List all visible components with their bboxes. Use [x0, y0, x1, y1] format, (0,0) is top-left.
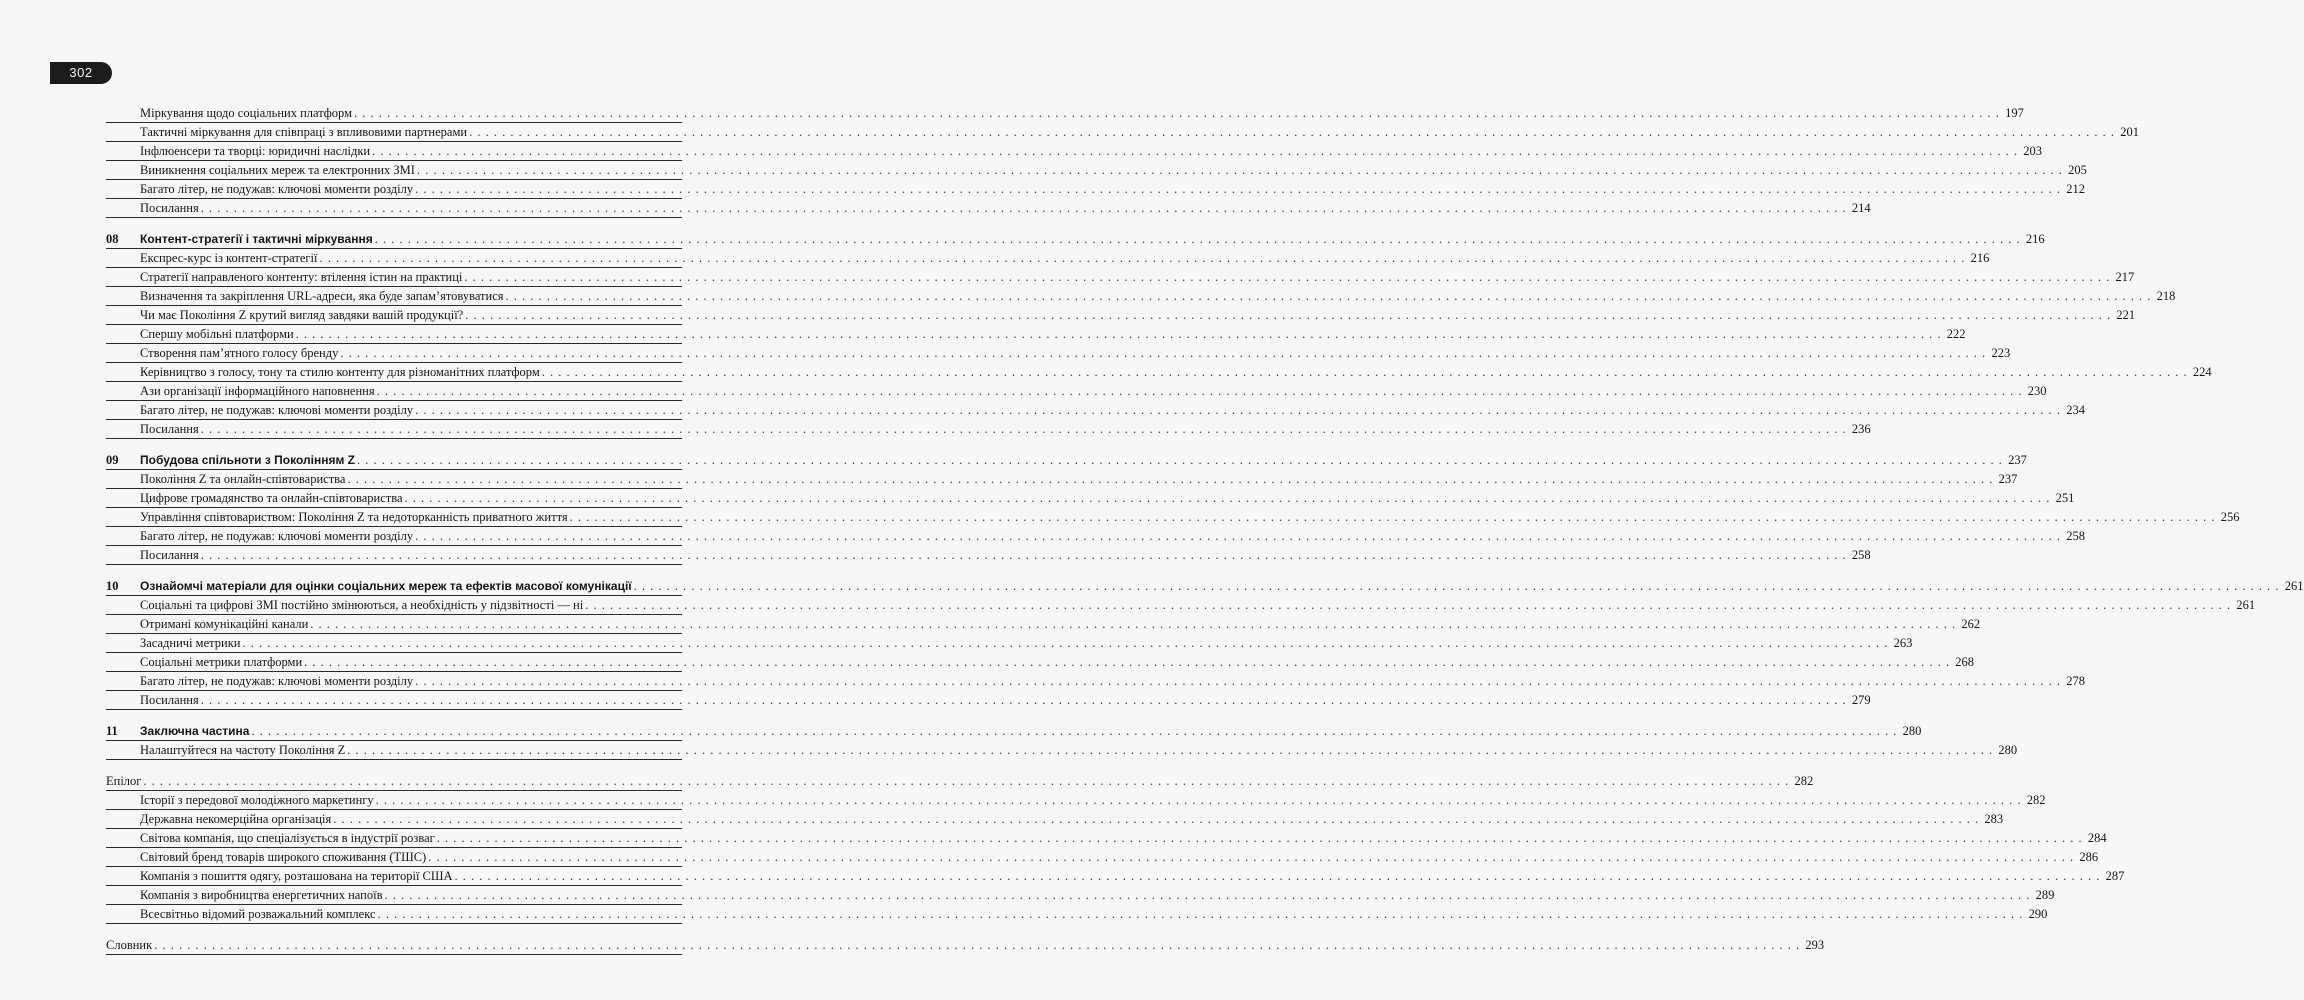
dot-leader: . . . . . . . . . . . . . . . . . . . . . . . . . . . . . . . . . . . . . . . . . . . . . . . . . . . . . . . . . . . . . . . . . . . . . . . . . . . . . . . . . . . . . . . . . . . . . . . . . . . . . . . . . . . . . . . . . . . . . . . . . . . . . . . . . . . . . . . . . . . . . . . . . . . . . . . . . . . . . . . . . . . . . . . . . . . . . . . . . . . . . . . . . . . . . . . . . . . . . . . .	[415, 403, 2062, 417]
dot-leader: . . . . . . . . . . . . . . . . . . . . . . . . . . . . . . . . . . . . . . . . . . . . . . . . . . . . . . . . . . . . . . . . . . . . . . . . . . . . . . . . . . . . . . . . . . . . . . . . . . . . . . . . . . . . . . . . . . . . . . . . . . . . . . . . . . . . . . . . . . . . . . . . . . . . . . . . . . . . . . . . . . . . . . . . . . . . . . . . . . . . . . . . . . . . . . . . . . . . . . . .	[585, 598, 2232, 612]
toc-page-number: 251	[2055, 491, 2075, 505]
toc-page-number: 261	[2236, 598, 2256, 612]
toc-page-number: 234	[2066, 403, 2086, 417]
toc-entry-row	[106, 527, 2086, 546]
dot-leader: . . . . . . . . . . . . . . . . . . . . . . . . . . . . . . . . . . . . . . . . . . . . . . . . . . . . . . . . . . . . . . . . . . . . . . . . . . . . . . . . . . . . . . . . . . . . . . . . . . . . . . . . . . . . . . . . . . . . . . . . . . . . . . . . . . . . . . . . . . . . . . . . . . . . . . . . . . . . . . . . . . . . . . . . . . . . . . . . . . . . . . . . . . . . . . . . . . . . . . . .	[428, 850, 2075, 864]
toc-page-number: 205	[2068, 163, 2087, 177]
toc-entry-title: Покоління Z та онлайн-співтовариства	[140, 472, 346, 486]
toc-entry-title: Світова компанія, що спеціалізується в індустрії розваг	[140, 831, 435, 845]
toc-entry-row	[106, 546, 1871, 565]
chapter-number: 11	[106, 724, 118, 738]
toc-entry-title: Контент-стратегії і тактичні міркування	[140, 232, 373, 246]
toc-entry-title: Багато літер, не подужав: ключові моменти розділу	[140, 403, 414, 417]
dot-leader: . . . . . . . . . . . . . . . . . . . . . . . . . . . . . . . . . . . . . . . . . . . . . . . . . . . . . . . . . . . . . . . . . . . . . . . . . . . . . . . . . . . . . . . . . . . . . . . . . . . . . . . . . . . . . . . . . . . . . . . . . . . . . . . . . . . . . . . . . . . . . . . . . . . . . . . . . . . . . . . . . . . . . . . . . . . . . . . . . . . . . . . . . . . . . . . . . . . . . . . .	[200, 201, 1847, 215]
toc-page-number: 261	[2284, 579, 2304, 593]
toc-entry-row	[106, 470, 2018, 489]
table-of-contents	[106, 104, 2304, 955]
toc-entry-title: Експрес-курс із контент-стратегії	[140, 251, 318, 265]
toc-entry-title: Налаштуйтеся на частоту Покоління Z	[140, 743, 346, 757]
toc-entry-row	[106, 653, 1975, 672]
toc-page-number: 197	[2005, 106, 2024, 120]
dot-leader: . . . . . . . . . . . . . . . . . . . . . . . . . . . . . . . . . . . . . . . . . . . . . . . . . . . . . . . . . . . . . . . . . . . . . . . . . . . . . . . . . . . . . . . . . . . . . . . . . . . . . . . . . . . . . . . . . . . . . . . . . . . . . . . . . . . . . . . . . . . . . . . . . . . . . . . . . . . . . . . . . . . . . . . . . . . . . . . . . . . . . . . . . . . . . . . . . . . . . . . .	[304, 655, 1951, 669]
dot-leader: . . . . . . . . . . . . . . . . . . . . . . . . . . . . . . . . . . . . . . . . . . . . . . . . . . . . . . . . . . . . . . . . . . . . . . . . . . . . . . . . . . . . . . . . . . . . . . . . . . . . . . . . . . . . . . . . . . . . . . . . . . . . . . . . . . . . . . . . . . . . . . . . . . . . . . . . . . . . . . . . . . . . . . . . . . . . . . . . . . . . . . . . . . . . . . . . . . . . . . . .	[569, 510, 2216, 524]
chapter-number: 08	[106, 232, 119, 246]
dot-leader: . . . . . . . . . . . . . . . . . . . . . . . . . . . . . . . . . . . . . . . . . . . . . . . . . . . . . . . . . . . . . . . . . . . . . . . . . . . . . . . . . . . . . . . . . . . . . . . . . . . . . . . . . . . . . . . . . . . . . . . . . . . . . . . . . . . . . . . . . . . . . . . . . . . . . . . . . . . . . . . . . . . . . . . . . . . . . . . . . . . . . . . . . . . . . . . . . . . . . . . .	[340, 346, 1987, 360]
dot-leader: . . . . . . . . . . . . . . . . . . . . . . . . . . . . . . . . . . . . . . . . . . . . . . . . . . . . . . . . . . . . . . . . . . . . . . . . . . . . . . . . . . . . . . . . . . . . . . . . . . . . . . . . . . . . . . . . . . . . . . . . . . . . . . . . . . . . . . . . . . . . . . . . . . . . . . . . . . . . . . . . . . . . . . . . . . . . . . . . . . . . . . . . . . . . . . . . . . . . . . . .	[377, 907, 2024, 921]
dot-leader: . . . . . . . . . . . . . . . . . . . . . . . . . . . . . . . . . . . . . . . . . . . . . . . . . . . . . . . . . . . . . . . . . . . . . . . . . . . . . . . . . . . . . . . . . . . . . . . . . . . . . . . . . . . . . . . . . . . . . . . . . . . . . . . . . . . . . . . . . . . . . . . . . . . . . . . . . . . . . . . . . . . . . . . . . . . . . . . . . . . . . . . . . . . . . . . . . . . . . . . .	[376, 384, 2023, 398]
toc-entry-row	[106, 905, 2048, 924]
toc-entry-title: Словник	[106, 938, 153, 952]
toc-section-row	[106, 772, 1814, 791]
toc-page-number: 286	[2079, 850, 2099, 864]
dot-leader: . . . . . . . . . . . . . . . . . . . . . . . . . . . . . . . . . . . . . . . . . . . . . . . . . . . . . . . . . . . . . . . . . . . . . . . . . . . . . . . . . . . . . . . . . . . . . . . . . . . . . . . . . . . . . . . . . . . . . . . . . . . . . . . . . . . . . . . . . . . . . . . . . . . . . . . . . . . . . . . . . . . . . . . . . . . . . . . . . . . . . . . . . . . . . . . . . . . . . . . .	[454, 869, 2101, 883]
dot-leader: . . . . . . . . . . . . . . . . . . . . . . . . . . . . . . . . . . . . . . . . . . . . . . . . . . . . . . . . . . . . . . . . . . . . . . . . . . . . . . . . . . . . . . . . . . . . . . . . . . . . . . . . . . . . . . . . . . . . . . . . . . . . . . . . . . . . . . . . . . . . . . . . . . . . . . . . . . . . . . . . . . . . . . . . . . . . . . . . . . . . . . . . . . . . . . . . . . . . . . . .	[242, 636, 1889, 650]
toc-page-number: 236	[1851, 422, 1871, 436]
dot-leader: . . . . . . . . . . . . . . . . . . . . . . . . . . . . . . . . . . . . . . . . . . . . . . . . . . . . . . . . . . . . . . . . . . . . . . . . . . . . . . . . . . . . . . . . . . . . . . . . . . . . . . . . . . . . . . . . . . . . . . . . . . . . . . . . . . . . . . . . . . . . . . . . . . . . . . . . . . . . . . . . . . . . . . . . . . . . . . . . . . . . . . . . . . . . . . . . . . . . . . . .	[465, 308, 2112, 322]
toc-entry-title: Засадничі метрики	[140, 636, 241, 650]
toc-entry-title: Ознайомчі матеріали для оцінки соціальних мереж та ефектів масової комунікації	[140, 579, 632, 593]
dot-leader: . . . . . . . . . . . . . . . . . . . . . . . . . . . . . . . . . . . . . . . . . . . . . . . . . . . . . . . . . . . . . . . . . . . . . . . . . . . . . . . . . . . . . . . . . . . . . . . . . . . . . . . . . . . . . . . . . . . . . . . . . . . . . . . . . . . . . . . . . . . . . . . . . . . . . . . . . . . . . . . . . . . . . . . . . . . . . . . . . . . . . . . . . . . . . . . . . . . . . . . .	[200, 422, 1847, 436]
dot-leader: . . . . . . . . . . . . . . . . . . . . . . . . . . . . . . . . . . . . . . . . . . . . . . . . . . . . . . . . . . . . . . . . . . . . . . . . . . . . . . . . . . . . . . . . . . . . . . . . . . . . . . . . . . . . . . . . . . . . . . . . . . . . . . . . . . . . . . . . . . . . . . . . . . . . . . . . . . . . . . . . . . . . . . . . . . . . . . . . . . . . . . . . . . . . . . . . . . . . . . . .	[295, 327, 1942, 341]
toc-entry-title: Багато літер, не подужав: ключові моменти розділу	[140, 182, 414, 196]
toc-entry-row	[106, 401, 2086, 420]
toc-entry-title: Багато літер, не подужав: ключові моменти розділу	[140, 529, 414, 543]
toc-entry-title: Стратегії направленого контенту: втілення істин на практиці	[140, 270, 463, 284]
toc-page-number: 216	[1970, 251, 1990, 265]
toc-page-number: 282	[1794, 774, 1814, 788]
toc-entry-title: Управління співтовариством: Покоління Z та недоторканність приватного життя	[140, 510, 568, 524]
page-number-badge: 302	[50, 62, 112, 84]
toc-page-number: 212	[2066, 182, 2086, 196]
toc-page-number: 280	[1902, 724, 1922, 738]
toc-entry-row	[106, 848, 2099, 867]
toc-entry-title: Спершу мобільні платформи	[140, 327, 294, 341]
dot-leader: . . . . . . . . . . . . . . . . . . . . . . . . . . . . . . . . . . . . . . . . . . . . . . . . . . . . . . . . . . . . . . . . . . . . . . . . . . . . . . . . . . . . . . . . . . . . . . . . . . . . . . . . . . . . . . . . . . . . . . . . . . . . . . . . . . . . . . . . . . . . . . . . . . . . . . . . . . . . . . . . . . . . . . . . . . . . . . . . . . . . . . . . . . . . . . . . . . . . . . . .	[354, 106, 2000, 120]
toc-entry-row	[106, 306, 2136, 325]
toc-entry-row	[106, 886, 2055, 905]
toc-entry-row	[106, 596, 2256, 615]
toc-page-number: 237	[1998, 472, 2018, 486]
toc-page-number: 293	[1805, 938, 1825, 952]
chapter-number: 10	[106, 579, 119, 593]
toc-entry-row	[106, 249, 1990, 268]
dot-leader: . . . . . . . . . . . . . . . . . . . . . . . . . . . . . . . . . . . . . . . . . . . . . . . . . . . . . . . . . . . . . . . . . . . . . . . . . . . . . . . . . . . . . . . . . . . . . . . . . . . . . . . . . . . . . . . . . . . . . . . . . . . . . . . . . . . . . . . . . . . . . . . . . . . . . . . . . . . . . . . . . . . . . . . . . . . . . . . . . . . . . . . . . . . . . . . . . . . . . . . .	[541, 365, 2188, 379]
toc-entry-title: Побудова спільноти з Поколінням Z	[140, 453, 356, 467]
toc-page-number: 221	[2116, 308, 2136, 322]
toc-page-number: 268	[1955, 655, 1975, 669]
toc-page-number: 223	[1991, 346, 2011, 360]
toc-section-row	[106, 936, 1825, 955]
dot-leader: . . . . . . . . . . . . . . . . . . . . . . . . . . . . . . . . . . . . . . . . . . . . . . . . . . . . . . . . . . . . . . . . . . . . . . . . . . . . . . . . . . . . . . . . . . . . . . . . . . . . . . . . . . . . . . . . . . . . . . . . . . . . . . . . . . . . . . . . . . . . . . . . . . . . . . . . . . . . . . . . . . . . . . . . . . . . . . . . . . . . . . . . . . . . . . . . . . . . . . . .	[251, 724, 1898, 738]
toc-page-number: 203	[2023, 144, 2042, 158]
dot-leader: . . . . . . . . . . . . . . . . . . . . . . . . . . . . . . . . . . . . . . . . . . . . . . . . . . . . . . . . . . . . . . . . . . . . . . . . . . . . . . . . . . . . . . . . . . . . . . . . . . . . . . . . . . . . . . . . . . . . . . . . . . . . . . . . . . . . . . . . . . . . . . . . . . . . . . . . . . . . . . . . . . . . . . . . . . . . . . . . . . . . . . . . . . . . . . . . . . . . . . . .	[347, 472, 1994, 486]
toc-entry-row	[106, 634, 1913, 653]
toc-page-number: 282	[2026, 793, 2046, 807]
dot-leader: . . . . . . . . . . . . . . . . . . . . . . . . . . . . . . . . . . . . . . . . . . . . . . . . . . . . . . . . . . . . . . . . . . . . . . . . . . . . . . . . . . . . . . . . . . . . . . . . . . . . . . . . . . . . . . . . . . . . . . . . . . . . . . . . . . . . . . . . . . . . . . . . . . . . . . . . . . . . . . . . . . . . . . . . . . . . . . . . . . . . . . . . . . . . . . . . . . . . . . . .	[416, 163, 2063, 177]
toc-page-number: 217	[2115, 270, 2135, 284]
dot-leader: . . . . . . . . . . . . . . . . . . . . . . . . . . . . . . . . . . . . . . . . . . . . . . . . . . . . . . . . . . . . . . . . . . . . . . . . . . . . . . . . . . . . . . . . . . . . . . . . . . . . . . . . . . . . . . . . . . . . . . . . . . . . . . . . . . . . . . . . . . . . . . . . . . . . . . . . . . . . . . . . . . . . . . . . . . . . . . . . . . . . . . . . . . . . . . . . . . . . . . . .	[154, 938, 1801, 952]
toc-entry-row	[106, 123, 2139, 142]
toc-entry-title: Виникнення соціальних мереж та електронних ЗМІ	[140, 163, 415, 177]
toc-entry-title: Керівництво з голосу, тону та стилю контенту для різноманітних платформ	[140, 365, 540, 379]
toc-entry-title: Епілог	[106, 774, 142, 788]
toc-entry-row	[106, 867, 2125, 886]
toc-entry-row	[106, 268, 2135, 287]
toc-page-number: 262	[1961, 617, 1981, 631]
dot-leader: . . . . . . . . . . . . . . . . . . . . . . . . . . . . . . . . . . . . . . . . . . . . . . . . . . . . . . . . . . . . . . . . . . . . . . . . . . . . . . . . . . . . . . . . . . . . . . . . . . . . . . . . . . . . . . . . . . . . . . . . . . . . . . . . . . . . . . . . . . . . . . . . . . . . . . . . . . . . . . . . . . . . . . . . . . . . . . . . . . . . . . . . . . . . . . . . . . . . . . . .	[384, 888, 2031, 902]
toc-entry-row	[106, 672, 2086, 691]
toc-entry-row	[106, 161, 2087, 180]
toc-page-number: 278	[2066, 674, 2086, 688]
toc-page-number: 284	[2087, 831, 2107, 845]
toc-entry-title: Соціальні та цифрові ЗМІ постійно змінюються, а необхідність у підзвітності — ні	[140, 598, 584, 612]
dot-leader: . . . . . . . . . . . . . . . . . . . . . . . . . . . . . . . . . . . . . . . . . . . . . . . . . . . . . . . . . . . . . . . . . . . . . . . . . . . . . . . . . . . . . . . . . . . . . . . . . . . . . . . . . . . . . . . . . . . . . . . . . . . . . . . . . . . . . . . . . . . . . . . . . . . . . . . . . . . . . . . . . . . . . . . . . . . . . . . . . . . . . . . . . . . . . . . . . . . . . . . .	[374, 232, 2021, 246]
dot-leader: . . . . . . . . . . . . . . . . . . . . . . . . . . . . . . . . . . . . . . . . . . . . . . . . . . . . . . . . . . . . . . . . . . . . . . . . . . . . . . . . . . . . . . . . . . . . . . . . . . . . . . . . . . . . . . . . . . . . . . . . . . . . . . . . . . . . . . . . . . . . . . . . . . . . . . . . . . . . . . . . . . . . . . . . . . . . . . . . . . . . . . . . . . . . . . . . . . . . . . . .	[357, 453, 2003, 467]
toc-page-number: 230	[2027, 384, 2047, 398]
toc-page-number: 216	[2025, 232, 2045, 246]
dot-leader: . . . . . . . . . . . . . . . . . . . . . . . . . . . . . . . . . . . . . . . . . . . . . . . . . . . . . . . . . . . . . . . . . . . . . . . . . . . . . . . . . . . . . . . . . . . . . . . . . . . . . . . . . . . . . . . . . . . . . . . . . . . . . . . . . . . . . . . . . . . . . . . . . . . . . . . . . . . . . . . . . . . . . . . . . . . . . . . . . . . . . . . . . . . . . . . . . . . . . . . .	[415, 529, 2062, 543]
toc-entry-row	[106, 791, 2046, 810]
toc-entry-title: Ази організації інформаційного наповнення	[140, 384, 375, 398]
dot-leader: . . . . . . . . . . . . . . . . . . . . . . . . . . . . . . . . . . . . . . . . . . . . . . . . . . . . . . . . . . . . . . . . . . . . . . . . . . . . . . . . . . . . . . . . . . . . . . . . . . . . . . . . . . . . . . . . . . . . . . . . . . . . . . . . . . . . . . . . . . . . . . . . . . . . . . . . . . . . . . . . . . . . . . . . . . . . . . . . . . . . . . . . . . . . . . . . . . . . . . . .	[372, 144, 2018, 158]
toc-entry-row	[106, 508, 2240, 527]
toc-entry-title: Отримані комунікаційні канали	[140, 617, 309, 631]
toc-entry-title: Історії з передової молодіжного маркетингу	[140, 793, 374, 807]
toc-page-number: 256	[2220, 510, 2240, 524]
toc-entry-row	[106, 325, 1966, 344]
toc-entry-row	[106, 741, 2018, 760]
dot-leader: . . . . . . . . . . . . . . . . . . . . . . . . . . . . . . . . . . . . . . . . . . . . . . . . . . . . . . . . . . . . . . . . . . . . . . . . . . . . . . . . . . . . . . . . . . . . . . . . . . . . . . . . . . . . . . . . . . . . . . . . . . . . . . . . . . . . . . . . . . . . . . . . . . . . . . . . . . . . . . . . . . . . . . . . . . . . . . . . . . . . . . . . . . . . . . . . . . . . . . . .	[505, 289, 2152, 303]
toc-page-number: 287	[2105, 869, 2125, 883]
dot-leader: . . . . . . . . . . . . . . . . . . . . . . . . . . . . . . . . . . . . . . . . . . . . . . . . . . . . . . . . . . . . . . . . . . . . . . . . . . . . . . . . . . . . . . . . . . . . . . . . . . . . . . . . . . . . . . . . . . . . . . . . . . . . . . . . . . . . . . . . . . . . . . . . . . . . . . . . . . . . . . . . . . . . . . . . . . . . . . . . . . . . . . . . . . . . . . . . . . . . . . . .	[404, 491, 2051, 505]
toc-entry-row	[106, 104, 2024, 123]
dot-leader: . . . . . . . . . . . . . . . . . . . . . . . . . . . . . . . . . . . . . . . . . . . . . . . . . . . . . . . . . . . . . . . . . . . . . . . . . . . . . . . . . . . . . . . . . . . . . . . . . . . . . . . . . . . . . . . . . . . . . . . . . . . . . . . . . . . . . . . . . . . . . . . . . . . . . . . . . . . . . . . . . . . . . . . . . . . . . . . . . . . . . . . . . . . . . . . . . . . . . . . .	[143, 774, 1790, 788]
dot-leader: . . . . . . . . . . . . . . . . . . . . . . . . . . . . . . . . . . . . . . . . . . . . . . . . . . . . . . . . . . . . . . . . . . . . . . . . . . . . . . . . . . . . . . . . . . . . . . . . . . . . . . . . . . . . . . . . . . . . . . . . . . . . . . . . . . . . . . . . . . . . . . . . . . . . . . . . . . . . . . . . . . . . . . . . . . . . . . . . . . . . . . . . . . . . . . . . . . . . . . . .	[436, 831, 2083, 845]
toc-entry-row	[106, 691, 1871, 710]
toc-entry-title: Всесвітньо відомий розважальний комплекс	[140, 907, 376, 921]
toc-entry-title: Державна некомерційна організація	[140, 812, 332, 826]
toc-chapter-row	[106, 451, 2027, 470]
toc-entry-row	[106, 344, 2011, 363]
toc-entry-row	[106, 382, 2047, 401]
toc-entry-title: Чи має Покоління Z крутий вигляд завдяки вашій продукції?	[140, 308, 464, 322]
toc-entry-title: Соціальні метрики платформи	[140, 655, 303, 669]
toc-entry-row	[106, 615, 1981, 634]
dot-leader: . . . . . . . . . . . . . . . . . . . . . . . . . . . . . . . . . . . . . . . . . . . . . . . . . . . . . . . . . . . . . . . . . . . . . . . . . . . . . . . . . . . . . . . . . . . . . . . . . . . . . . . . . . . . . . . . . . . . . . . . . . . . . . . . . . . . . . . . . . . . . . . . . . . . . . . . . . . . . . . . . . . . . . . . . . . . . . . . . . . . . . . . . . . . . . . . . . . . . . . .	[347, 743, 1994, 757]
toc-entry-title: Компанія з пошиття одягу, розташована на території США	[140, 869, 453, 883]
toc-entry-row	[106, 142, 2042, 161]
toc-entry-title: Посилання	[140, 548, 199, 562]
toc-page-number: 201	[2120, 125, 2139, 139]
toc-entry-row	[106, 489, 2075, 508]
toc-entry-row	[106, 287, 2176, 306]
dot-leader: . . . . . . . . . . . . . . . . . . . . . . . . . . . . . . . . . . . . . . . . . . . . . . . . . . . . . . . . . . . . . . . . . . . . . . . . . . . . . . . . . . . . . . . . . . . . . . . . . . . . . . . . . . . . . . . . . . . . . . . . . . . . . . . . . . . . . . . . . . . . . . . . . . . . . . . . . . . . . . . . . . . . . . . . . . . . . . . . . . . . . . . . . . . . . . . . . . . . . . . .	[375, 793, 2022, 807]
toc-page-number: 290	[2028, 907, 2048, 921]
toc-entry-row	[106, 363, 2212, 382]
dot-leader: . . . . . . . . . . . . . . . . . . . . . . . . . . . . . . . . . . . . . . . . . . . . . . . . . . . . . . . . . . . . . . . . . . . . . . . . . . . . . . . . . . . . . . . . . . . . . . . . . . . . . . . . . . . . . . . . . . . . . . . . . . . . . . . . . . . . . . . . . . . . . . . . . . . . . . . . . . . . . . . . . . . . . . . . . . . . . . . . . . . . . . . . . . . . . . . . . . . . . . . .	[469, 125, 2115, 139]
toc-page-number: 283	[1984, 812, 2004, 826]
dot-leader: . . . . . . . . . . . . . . . . . . . . . . . . . . . . . . . . . . . . . . . . . . . . . . . . . . . . . . . . . . . . . . . . . . . . . . . . . . . . . . . . . . . . . . . . . . . . . . . . . . . . . . . . . . . . . . . . . . . . . . . . . . . . . . . . . . . . . . . . . . . . . . . . . . . . . . . . . . . . . . . . . . . . . . . . . . . . . . . . . . . . . . . . . . . . . . . . . . . . . . . .	[319, 251, 1966, 265]
toc-entry-title: Заключна частина	[140, 724, 250, 738]
toc-page-number: 279	[1851, 693, 1871, 707]
toc-chapter-row	[106, 577, 2304, 596]
dot-leader: . . . . . . . . . . . . . . . . . . . . . . . . . . . . . . . . . . . . . . . . . . . . . . . . . . . . . . . . . . . . . . . . . . . . . . . . . . . . . . . . . . . . . . . . . . . . . . . . . . . . . . . . . . . . . . . . . . . . . . . . . . . . . . . . . . . . . . . . . . . . . . . . . . . . . . . . . . . . . . . . . . . . . . . . . . . . . . . . . . . . . . . . . . . . . . . . . . . . . . . .	[415, 182, 2062, 196]
toc-page-number: 263	[1893, 636, 1913, 650]
chapter-number: 09	[106, 453, 119, 467]
toc-entry-title: Багато літер, не подужав: ключові моменти розділу	[140, 674, 414, 688]
dot-leader: . . . . . . . . . . . . . . . . . . . . . . . . . . . . . . . . . . . . . . . . . . . . . . . . . . . . . . . . . . . . . . . . . . . . . . . . . . . . . . . . . . . . . . . . . . . . . . . . . . . . . . . . . . . . . . . . . . . . . . . . . . . . . . . . . . . . . . . . . . . . . . . . . . . . . . . . . . . . . . . . . . . . . . . . . . . . . . . . . . . . . . . . . . . . . . . . . . . . . . . .	[200, 693, 1847, 707]
toc-entry-title: Інфлюенсери та творці: юридичні наслідки	[140, 144, 371, 158]
toc-chapter-row	[106, 722, 1922, 741]
toc-entry-title: Світовий бренд товарів широкого споживання (ТШС)	[140, 850, 427, 864]
toc-entry-row	[106, 829, 2107, 848]
toc-entry-title: Цифрове громадянство та онлайн-співтовариства	[140, 491, 403, 505]
dot-leader: . . . . . . . . . . . . . . . . . . . . . . . . . . . . . . . . . . . . . . . . . . . . . . . . . . . . . . . . . . . . . . . . . . . . . . . . . . . . . . . . . . . . . . . . . . . . . . . . . . . . . . . . . . . . . . . . . . . . . . . . . . . . . . . . . . . . . . . . . . . . . . . . . . . . . . . . . . . . . . . . . . . . . . . . . . . . . . . . . . . . . . . . . . . . . . . . . . . . . . . .	[464, 270, 2111, 284]
dot-leader: . . . . . . . . . . . . . . . . . . . . . . . . . . . . . . . . . . . . . . . . . . . . . . . . . . . . . . . . . . . . . . . . . . . . . . . . . . . . . . . . . . . . . . . . . . . . . . . . . . . . . . . . . . . . . . . . . . . . . . . . . . . . . . . . . . . . . . . . . . . . . . . . . . . . . . . . . . . . . . . . . . . . . . . . . . . . . . . . . . . . . . . . . . . . . . . . . . . . . . . .	[633, 579, 2280, 593]
toc-entry-row	[106, 810, 2004, 829]
toc-entry-title: Визначення та закріплення URL-адреси, яка буде запам’ятовуватися	[140, 289, 504, 303]
dot-leader: . . . . . . . . . . . . . . . . . . . . . . . . . . . . . . . . . . . . . . . . . . . . . . . . . . . . . . . . . . . . . . . . . . . . . . . . . . . . . . . . . . . . . . . . . . . . . . . . . . . . . . . . . . . . . . . . . . . . . . . . . . . . . . . . . . . . . . . . . . . . . . . . . . . . . . . . . . . . . . . . . . . . . . . . . . . . . . . . . . . . . . . . . . . . . . . . . . . . . . . .	[200, 548, 1847, 562]
toc-entry-title: Посилання	[140, 693, 199, 707]
toc-chapter-row	[106, 230, 2045, 249]
toc-page-number: 218	[2156, 289, 2176, 303]
toc-page-number: 224	[2192, 365, 2212, 379]
toc-entry-title: Тактичні міркування для співпраці з впливовими партнерами	[140, 125, 468, 139]
toc-entry-title: Посилання	[140, 422, 199, 436]
toc-entry-title: Створення пам’ятного голосу бренду	[140, 346, 339, 360]
toc-page-number: 214	[1851, 201, 1871, 215]
toc-page-number: 289	[2035, 888, 2055, 902]
toc-page-number: 237	[2008, 453, 2027, 467]
toc-entry-row	[106, 420, 1871, 439]
toc-entry-title: Компанія з виробництва енергетичних напоїв	[140, 888, 383, 902]
toc-page-number: 222	[1946, 327, 1966, 341]
toc-entry-row	[106, 199, 1871, 218]
dot-leader: . . . . . . . . . . . . . . . . . . . . . . . . . . . . . . . . . . . . . . . . . . . . . . . . . . . . . . . . . . . . . . . . . . . . . . . . . . . . . . . . . . . . . . . . . . . . . . . . . . . . . . . . . . . . . . . . . . . . . . . . . . . . . . . . . . . . . . . . . . . . . . . . . . . . . . . . . . . . . . . . . . . . . . . . . . . . . . . . . . . . . . . . . . . . . . . . . . . . . . . .	[310, 617, 1957, 631]
toc-entry-row	[106, 180, 2086, 199]
toc-page-number: 280	[1998, 743, 2018, 757]
toc-entry-title: Посилання	[140, 201, 199, 215]
toc-page-number: 258	[2066, 529, 2086, 543]
toc-page-number: 258	[1851, 548, 1871, 562]
toc-entry-title: Міркування щодо соціальних платформ	[140, 106, 353, 120]
dot-leader: . . . . . . . . . . . . . . . . . . . . . . . . . . . . . . . . . . . . . . . . . . . . . . . . . . . . . . . . . . . . . . . . . . . . . . . . . . . . . . . . . . . . . . . . . . . . . . . . . . . . . . . . . . . . . . . . . . . . . . . . . . . . . . . . . . . . . . . . . . . . . . . . . . . . . . . . . . . . . . . . . . . . . . . . . . . . . . . . . . . . . . . . . . . . . . . . . . . . . . . .	[415, 674, 2062, 688]
dot-leader: . . . . . . . . . . . . . . . . . . . . . . . . . . . . . . . . . . . . . . . . . . . . . . . . . . . . . . . . . . . . . . . . . . . . . . . . . . . . . . . . . . . . . . . . . . . . . . . . . . . . . . . . . . . . . . . . . . . . . . . . . . . . . . . . . . . . . . . . . . . . . . . . . . . . . . . . . . . . . . . . . . . . . . . . . . . . . . . . . . . . . . . . . . . . . . . . . . . . . . . .	[333, 812, 1980, 826]
